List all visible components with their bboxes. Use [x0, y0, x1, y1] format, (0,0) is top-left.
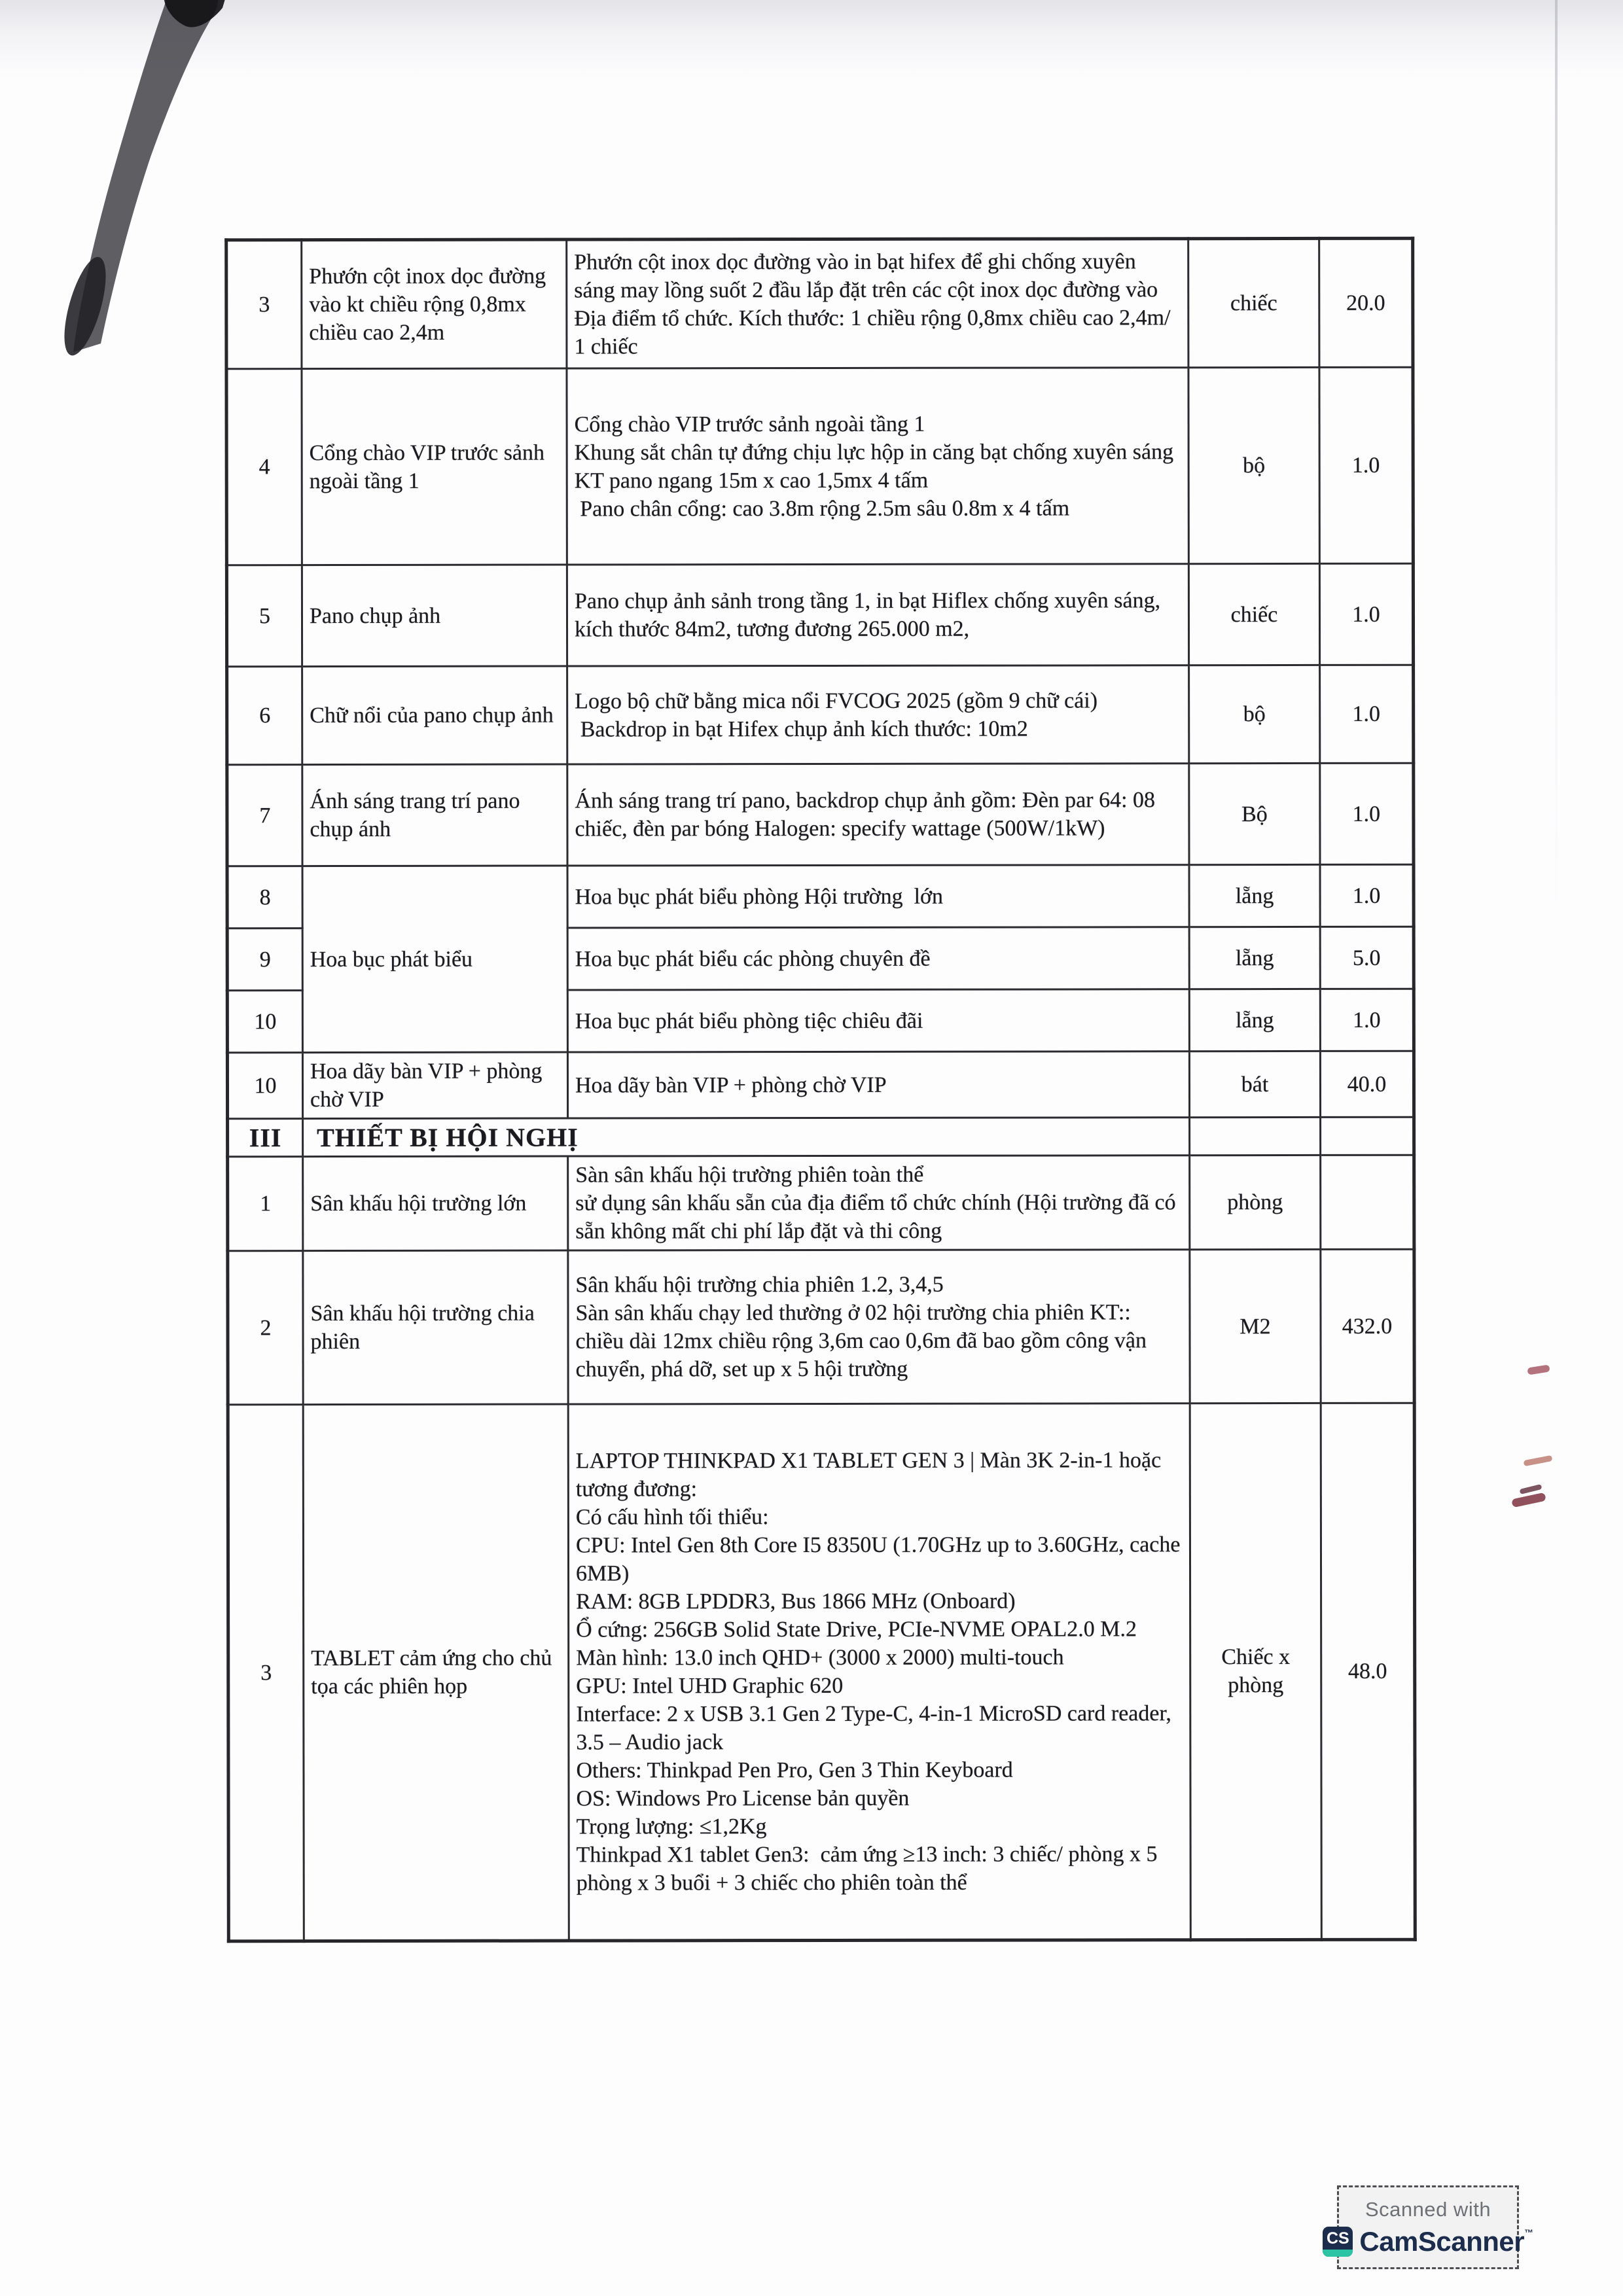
- row-no-cell: 5: [226, 565, 302, 667]
- table-row: [228, 1249, 1414, 1405]
- row-name-cell: Ánh sáng trang trí pano chụp ánh: [302, 764, 567, 866]
- row-unit-cell: M2: [1190, 1249, 1321, 1403]
- camscanner-brand-text: CamScanner: [1359, 2225, 1525, 2257]
- row-no-cell: 7: [227, 765, 302, 866]
- row-unit-cell: bộ: [1188, 367, 1319, 563]
- row-no-cell: 10: [227, 991, 302, 1053]
- row-no-cell: 1: [228, 1157, 303, 1251]
- row-unit-cell: lẵng: [1189, 989, 1320, 1051]
- section-header-row: [228, 1117, 1414, 1157]
- row-qty-cell: 40.0: [1320, 1051, 1414, 1117]
- row-no-cell: 10: [227, 1053, 302, 1119]
- row-desc-cell: Phướn cột inox dọc đường vào in bạt hifex để ghi chống xuyên sáng may lồng suốt 2 đầu lắp đặt trên các cột inox dọc đường vào Địa điểm tổ chức. Kích thước: 1 chiều rộng 0,8mx chiều cao 2,4m/ 1 chiếc: [567, 239, 1188, 368]
- row-desc-cell: Cổng chào VIP trước sảnh ngoài tầng 1 Khung sắt chân tự đứng chịu lực hộp in căng bạt chống xuyên sáng KT pano ngang 15m x cao 1,5mx 4 tấm Pano chân cổng: cao 3.8m rộng 2.5m sâu 0.8m x 4 tấm: [567, 368, 1188, 565]
- pen-mark-icon: [1511, 1492, 1546, 1508]
- scan-page-edge: [1555, 0, 1558, 916]
- row-unit-cell: Bộ: [1189, 763, 1320, 864]
- row-qty-cell: 1.0: [1320, 989, 1414, 1051]
- row-name-cell: Chữ nổi của pano chụp ảnh: [302, 666, 567, 765]
- row-unit-cell: phòng: [1190, 1155, 1321, 1249]
- row-no-cell: 2: [228, 1251, 303, 1405]
- camscanner-logo-text: CS: [1326, 2229, 1349, 2248]
- table-row: [228, 1155, 1414, 1251]
- row-qty-cell: 5.0: [1320, 927, 1414, 989]
- row-desc-cell: Hoa bục phát biểu các phòng chuyên đề: [567, 927, 1189, 990]
- row-desc-cell: Ánh sáng trang trí pano, backdrop chụp ảnh gồm: Đèn par 64: 08 chiếc, đèn par bóng Halogen: specify wattage (500W/1kW): [567, 764, 1189, 866]
- row-no-cell: 6: [227, 667, 302, 765]
- section-qty-cell: [1321, 1117, 1414, 1155]
- row-unit-cell: lẵng: [1189, 927, 1320, 989]
- row-desc-cell: Hoa bục phát biểu phòng Hội trường lớn: [567, 865, 1189, 928]
- row-qty-cell: 1.0: [1320, 665, 1414, 763]
- row-unit-cell: bát: [1189, 1051, 1320, 1117]
- row-desc-cell: Hoa dãy bàn VIP + phòng chờ VIP: [567, 1051, 1189, 1118]
- row-no-cell: 8: [227, 866, 302, 928]
- camscanner-brand-row: [1323, 2226, 1533, 2257]
- row-qty-cell: 48.0: [1321, 1403, 1415, 1939]
- items-table: [224, 237, 1417, 1943]
- camscanner-badge: [1326, 2185, 1533, 2269]
- section-no-cell: III: [228, 1119, 303, 1157]
- row-name-cell: Sân khấu hội trường chia phiên: [303, 1250, 568, 1405]
- pen-mark-icon: [1524, 1455, 1553, 1466]
- row-name-cell: Sân khấu hội trường lớn: [303, 1156, 568, 1251]
- row-qty-cell: [1321, 1155, 1414, 1249]
- row-no-cell: 3: [228, 1405, 304, 1941]
- row-desc-cell: LAPTOP THINKPAD X1 TABLET GEN 3 | Màn 3K 2-in-1 hoặc tương đương: Có cấu hình tối thiểu: CPU: Intel Gen 8th Core I5 8350U (1.70GHz up to 3.60GHz, cache 6MB) RAM: 8GB LPDDR3, Bus 1866 MHz (Onboard) Ổ cứng: 256GB Solid State Drive, PCIe-NVME OPAL2.0 M.2 Màn hình: 13.0 inch QHD+ (3000 x 2000) multi-touch GPU: Intel UHD Graphic 620 Interface: 2 x USB 3.1 Gen 2 Type-C, 4-in-1 MicroSD card reader, 3.5 – Audio jack Others: Thinkpad Pen Pro, Gen 3 Thin Keyboard OS: Windows Pro License bản quyền Trọng lượng: ≤1,2Kg Thinkpad X1 tablet Gen3: cảm ứng ≥13 inch: 3 chiếc/ phòng x 5 phòng x 3 buổi + 3 chiếc cho phiên toàn thể: [568, 1404, 1190, 1941]
- camscanner-brand-name: [1359, 2226, 1533, 2257]
- camscanner-logo-icon: [1323, 2227, 1353, 2257]
- row-unit-cell: bộ: [1189, 665, 1320, 763]
- row-unit-cell: chiếc: [1188, 563, 1319, 665]
- row-unit-cell: Chiếc x phòng: [1190, 1403, 1321, 1939]
- table-row: [227, 665, 1414, 765]
- pen-mark-icon: [1527, 1364, 1550, 1375]
- table-row: [227, 1051, 1414, 1119]
- table-row: [227, 864, 1414, 928]
- table-row: [226, 238, 1413, 369]
- camscanner-logo-teal-bar: [1323, 2250, 1353, 2257]
- row-desc-cell: Hoa bục phát biểu phòng tiệc chiêu đãi: [567, 989, 1189, 1052]
- section-unit-cell: [1190, 1117, 1321, 1155]
- row-no-cell: 4: [226, 369, 302, 565]
- row-desc-cell: Pano chụp ảnh sảnh trong tầng 1, in bạt Hiflex chống xuyên sáng, kích thước 84m2, tương đương 265.000 m2,: [567, 564, 1188, 666]
- scanned-with-label: Scanned with: [1364, 2197, 1491, 2221]
- row-desc-cell: Logo bộ chữ bằng mica nổi FVCOG 2025 (gồm 9 chữ cái) Backdrop in bạt Hifex chụp ảnh kích thước: 10m2: [567, 665, 1189, 764]
- row-qty-cell: 432.0: [1321, 1249, 1414, 1403]
- row-name-cell: Hoa bục phát biểu: [302, 866, 567, 1053]
- section-title-cell: THIẾT BỊ HỘI NGHỊ: [303, 1118, 1190, 1157]
- table-row: [228, 1403, 1415, 1941]
- row-qty-cell: 1.0: [1320, 763, 1414, 864]
- table-row: [226, 563, 1413, 667]
- row-unit-cell: chiếc: [1188, 238, 1319, 367]
- row-name-cell: Hoa dãy bàn VIP + phòng chờ VIP: [302, 1052, 567, 1119]
- row-name-cell: TABLET cảm ứng cho chủ tọa các phiên họp: [303, 1404, 569, 1941]
- row-no-cell: 9: [227, 928, 302, 991]
- row-desc-cell: Sàn sân khấu hội trường phiên toàn thể sử dụng sân khấu sẵn của địa điểm tổ chức chính (Hội trường đã có sẵn không mất chi phí lắp đặt và thi công: [568, 1156, 1190, 1250]
- row-qty-cell: 1.0: [1319, 367, 1413, 563]
- pen-mark-icon: [1520, 1484, 1543, 1494]
- row-qty-cell: 1.0: [1319, 563, 1413, 665]
- trademark-symbol: ™: [1524, 2227, 1533, 2238]
- table-row: [226, 367, 1413, 565]
- row-name-cell: Cổng chào VIP trước sảnh ngoài tầng 1: [302, 368, 567, 565]
- row-qty-cell: 20.0: [1319, 238, 1413, 367]
- scan-top-shadow: [0, 0, 1623, 79]
- table-row: [227, 763, 1414, 866]
- row-qty-cell: 1.0: [1320, 864, 1414, 927]
- row-name-cell: Phướn cột inox dọc đường vào kt chiều rộng 0,8mx chiều cao 2,4m: [302, 239, 567, 369]
- row-name-cell: Pano chụp ảnh: [302, 565, 567, 667]
- row-unit-cell: lẵng: [1189, 864, 1320, 927]
- row-desc-cell: Sân khấu hội trường chia phiên 1.2, 3,4,5 Sàn sân khấu chạy led thường ở 02 hội trường chia phiên KT:: chiều dài 12mx chiều rộng 3,6m cao 0,6m đã bao gồm công vận chuyển, phá dỡ, set up x 5 hội trường: [568, 1250, 1190, 1404]
- row-no-cell: 3: [226, 240, 302, 369]
